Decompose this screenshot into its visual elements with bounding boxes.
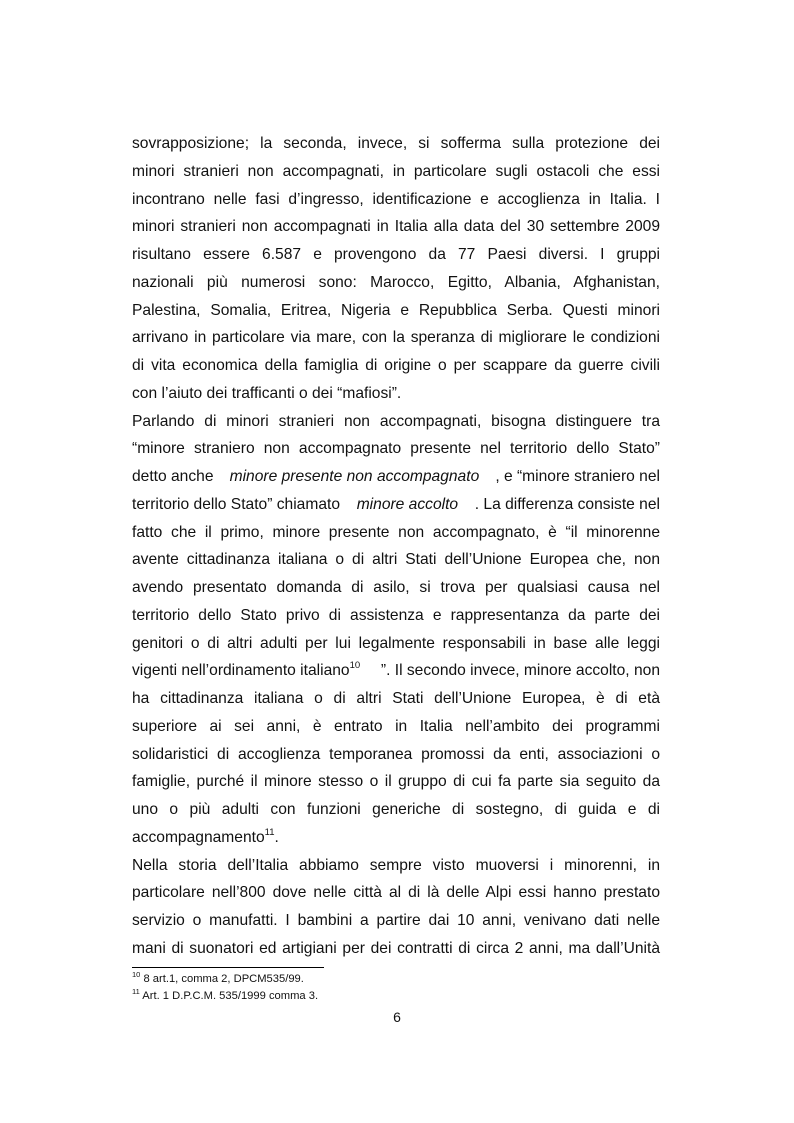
text-line: Parlando di minori stranieri non accompagnati, bisogna distinguere tra bbox=[132, 412, 660, 430]
text-line: territorio dello Stato privo di assistenza e rappresentanza da parte dei bbox=[132, 606, 660, 624]
text-line bbox=[132, 491, 660, 519]
text-line: avendo presentato domanda di asilo, si trova per qualsiasi causa nel bbox=[132, 579, 660, 596]
text-run: ”. Il secondo invece, minore accolto, non bbox=[380, 662, 660, 680]
footnote-ref[interactable]: 10 bbox=[349, 660, 361, 672]
footnote-divider bbox=[132, 967, 324, 968]
text-line bbox=[132, 824, 660, 852]
text-line: minori stranieri non accompagnati, in particolare sugli ostacoli che essi bbox=[132, 162, 660, 180]
text-line: superiore ai sei anni, è entrato in Italia nell’ambito dei programmi bbox=[132, 717, 660, 735]
footnotes bbox=[132, 971, 318, 1005]
text-line: ha cittadinanza italiana o di altri Stati dell’Unione Europea, è di età bbox=[132, 690, 660, 707]
footnote-text: 8 art.1, comma 2, DPCM535/99. bbox=[143, 973, 304, 985]
text-line: con l’aiuto dei trafficanti o dei “mafiosi”. bbox=[132, 384, 402, 402]
text-line: mani di suonatori ed artigiani per dei contratti di circa 2 anni, ma dall’Unità bbox=[132, 939, 660, 957]
page-number: 6 bbox=[393, 1009, 401, 1025]
text-line: fatto che il primo, minore presente non accompagnato, è “il minorenne bbox=[132, 523, 660, 541]
text-run bbox=[132, 657, 360, 685]
text-line: Palestina, Somalia, Eritrea, Nigeria e Repubblica Serba. Questi minori bbox=[132, 301, 660, 319]
footnote bbox=[132, 971, 318, 988]
text-run: vigenti nell’ordinamento italiano bbox=[132, 662, 350, 680]
footnote-number: 10 bbox=[132, 970, 141, 979]
text-line: servizio o manufatti. I bambini a partire dai 10 anni, venivano dati nelle bbox=[132, 912, 660, 929]
text-line: famiglie, purché il minore stesso o il gruppo di cui fa parte sia seguito da bbox=[132, 773, 660, 791]
text-line: risultano essere 6.587 e provengono da 77 Paesi diversi. I gruppi bbox=[132, 246, 660, 263]
text-run: detto anche bbox=[132, 468, 214, 485]
text-run: accompagnamento bbox=[132, 828, 265, 846]
footnote-text: Art. 1 D.P.C.M. 535/1999 comma 3. bbox=[142, 990, 319, 1002]
text-line: solidaristici di accoglienza temporanea promossi da enti, associazioni o bbox=[132, 745, 660, 763]
text-line: Nella storia dell’Italia abbiamo sempre visto muoversi i minorenni, in bbox=[132, 856, 660, 874]
italic-term: minore presente non accompagnato bbox=[229, 468, 480, 485]
text-line: incontrano nelle fasi d’ingresso, identificazione e accoglienza in Italia. I bbox=[132, 190, 660, 208]
text-line: arrivano in particolare via mare, con la speranza di migliorare le condizioni bbox=[132, 329, 660, 347]
text-line: nazionali più numerosi sono: Marocco, Egitto, Albania, Afghanistan, bbox=[132, 273, 660, 291]
text-line: minori stranieri non accompagnati in Italia alla data del 30 settembre 2009 bbox=[132, 218, 660, 236]
footnote-ref[interactable]: 11 bbox=[264, 826, 275, 838]
text-line: “minore straniero non accompagnato presente nel territorio dello Stato” bbox=[132, 440, 660, 458]
text-run: territorio dello Stato” chiamato bbox=[132, 495, 341, 513]
text-line: uno o più adulti con funzioni generiche di sostegno, di guida e di bbox=[132, 801, 660, 818]
text-line bbox=[132, 657, 660, 685]
text-line: particolare nell’800 dove nelle città al di là delle Alpi essi hanno prestato bbox=[132, 884, 660, 902]
footnote-number: 11 bbox=[132, 987, 140, 996]
page-body bbox=[132, 130, 660, 963]
text-line: genitori o di altri adulti per lui legalmente responsabili in base alle leggi bbox=[132, 634, 660, 652]
italic-term: minore accolto bbox=[356, 495, 459, 513]
footnote bbox=[132, 988, 318, 1005]
text-line: di vita economica della famiglia di origine o per scappare da guerre civili bbox=[132, 357, 660, 374]
text-run: . bbox=[274, 828, 279, 846]
text-line bbox=[132, 463, 660, 491]
text-line: sovrapposizione; la seconda, invece, si sofferma sulla protezione dei bbox=[132, 135, 660, 152]
text-run: , e “minore straniero nel bbox=[495, 468, 660, 485]
text-run: . La differenza consiste nel bbox=[474, 495, 660, 513]
text-line: avente cittadinanza italiana o di altri Stati dell’Unione Europea che, non bbox=[132, 551, 660, 569]
